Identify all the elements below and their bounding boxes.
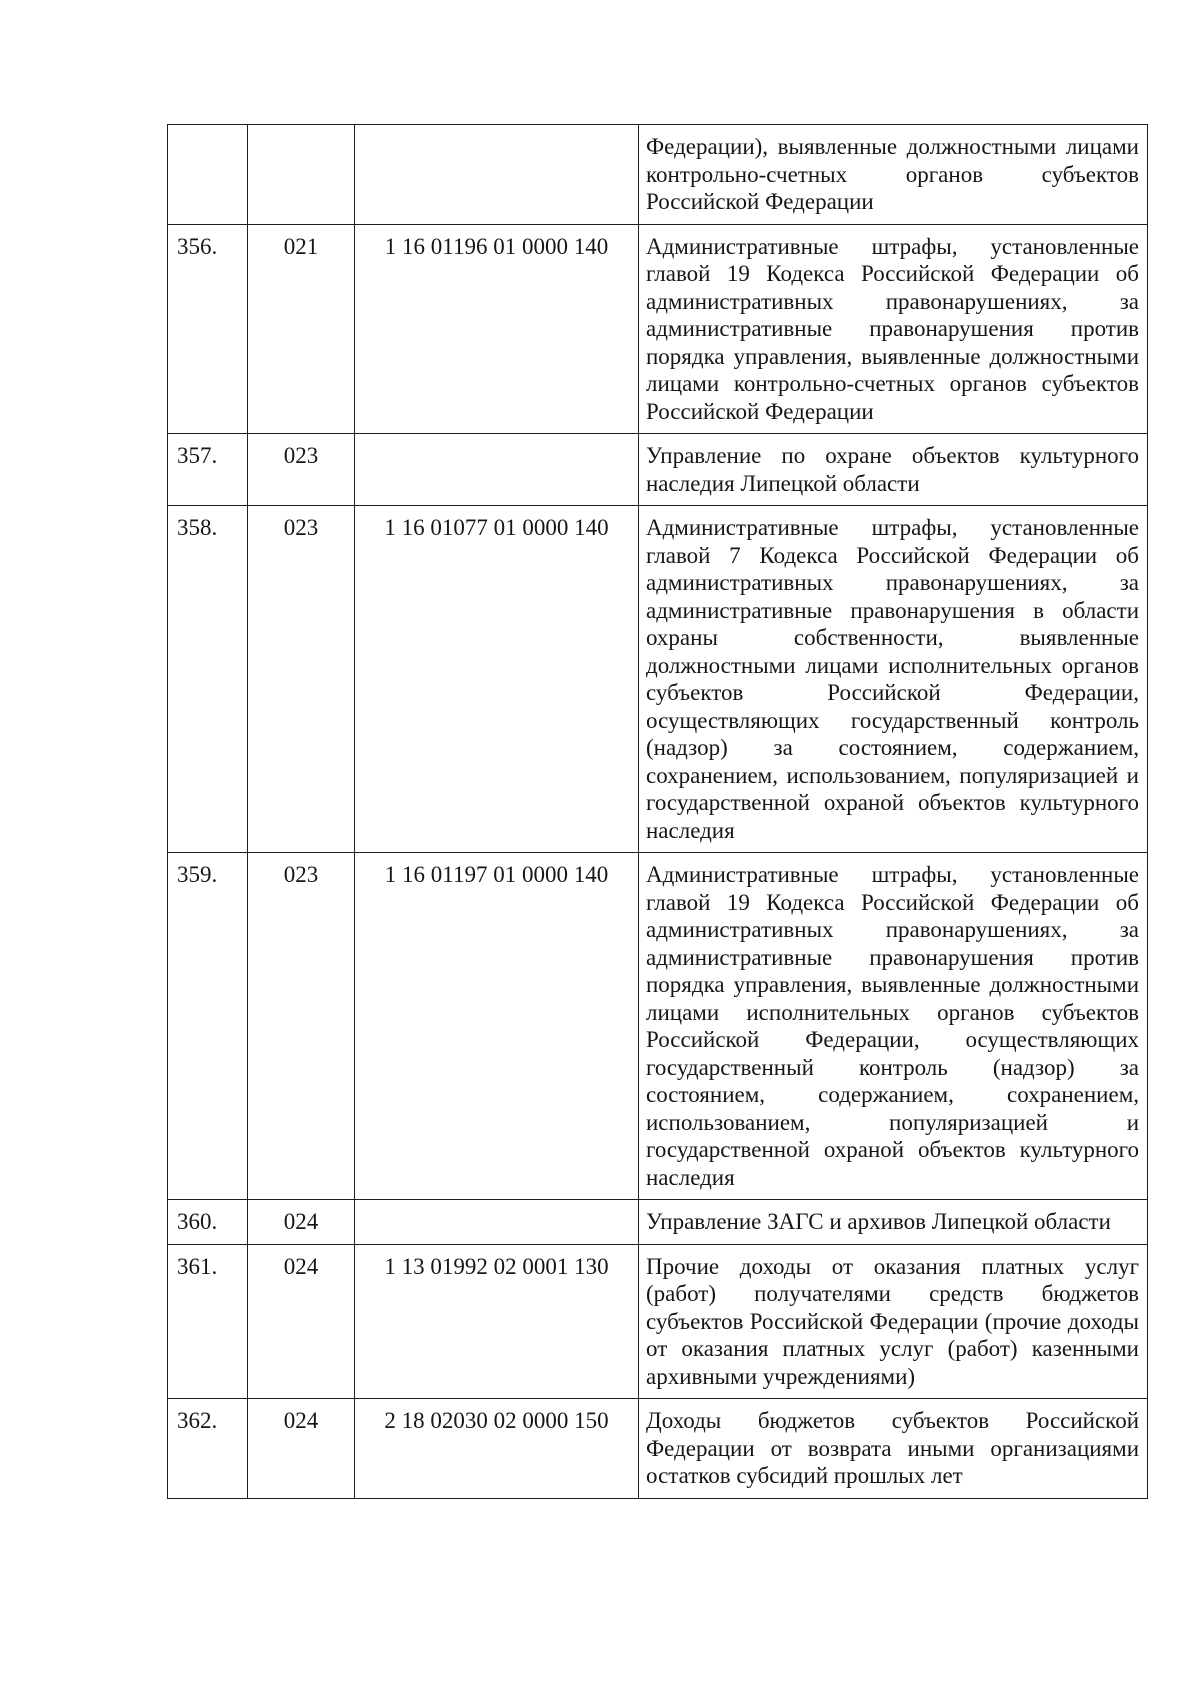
row-number: 360. (168, 1200, 248, 1245)
table-row (168, 1200, 1148, 1245)
administrator-code: 023 (248, 506, 355, 853)
table-row (168, 224, 1148, 434)
administrator-code: 021 (248, 224, 355, 434)
revenue-description: Административные штрафы, установленные главой 7 Кодекса Российской Федерации об административных правонарушениях, за административные правонарушения в области охраны собственности, выявленные должностными лицами исполнительных органов субъектов Российской Федерации, осуществляющих государственный контроль (надзор) за состоянием, содержанием, сохранением, использованием, популяризацией и государственной охраной объектов культурного наследия (639, 506, 1148, 853)
table-row (168, 1244, 1148, 1399)
row-number: 358. (168, 506, 248, 853)
administrator-code: 023 (248, 853, 355, 1200)
budget-classification-code (355, 1200, 639, 1245)
row-number: 356. (168, 224, 248, 434)
row-number: 359. (168, 853, 248, 1200)
revenue-description: Административные штрафы, установленные главой 19 Кодекса Российской Федерации об административных правонарушениях, за административные правонарушения против порядка управления, выявленные должностными лицами контрольно-счетных органов субъектов Российской Федерации (639, 224, 1148, 434)
revenue-description: Прочие доходы от оказания платных услуг (работ) получателями средств бюджетов субъектов Российской Федерации (прочие доходы от оказания платных услуг (работ) казенными архивными учреждениями) (639, 1244, 1148, 1399)
budget-classification-code: 1 16 01196 01 0000 140 (355, 224, 639, 434)
administrator-code: 024 (248, 1244, 355, 1399)
row-number: 362. (168, 1399, 248, 1499)
table-row (168, 506, 1148, 853)
revenue-description: Доходы бюджетов субъектов Российской Федерации от возврата иными организациями остатков субсидий прошлых лет (639, 1399, 1148, 1499)
budget-classification-code: 1 16 01197 01 0000 140 (355, 853, 639, 1200)
row-number: 361. (168, 1244, 248, 1399)
revenue-description: Управление ЗАГС и архивов Липецкой области (639, 1200, 1148, 1245)
revenue-description: Административные штрафы, установленные главой 19 Кодекса Российской Федерации об административных правонарушениях, за административные правонарушения против порядка управления, выявленные должностными лицами исполнительных органов субъектов Российской Федерации, осуществляющих государственный контроль (надзор) за состоянием, содержанием, сохранением, использованием, популяризацией и государственной охраной объектов культурного наследия (639, 853, 1148, 1200)
revenue-description: Управление по охране объектов культурного наследия Липецкой области (639, 434, 1148, 506)
budget-classification-code: 1 13 01992 02 0001 130 (355, 1244, 639, 1399)
revenue-description: Федерации), выявленные должностными лицами контрольно-счетных органов субъектов Российской Федерации (639, 125, 1148, 225)
administrator-code (248, 125, 355, 225)
budget-classification-code (355, 125, 639, 225)
administrator-code: 023 (248, 434, 355, 506)
table-row (168, 1399, 1148, 1499)
budget-classification-code: 2 18 02030 02 0000 150 (355, 1399, 639, 1499)
administrator-code: 024 (248, 1399, 355, 1499)
administrator-code: 024 (248, 1200, 355, 1245)
budget-classification-code (355, 434, 639, 506)
revenue-codes-table (167, 124, 1148, 1499)
table-row (168, 853, 1148, 1200)
table-row (168, 434, 1148, 506)
budget-classification-code: 1 16 01077 01 0000 140 (355, 506, 639, 853)
row-number: 357. (168, 434, 248, 506)
row-number (168, 125, 248, 225)
table-row (168, 125, 1148, 225)
